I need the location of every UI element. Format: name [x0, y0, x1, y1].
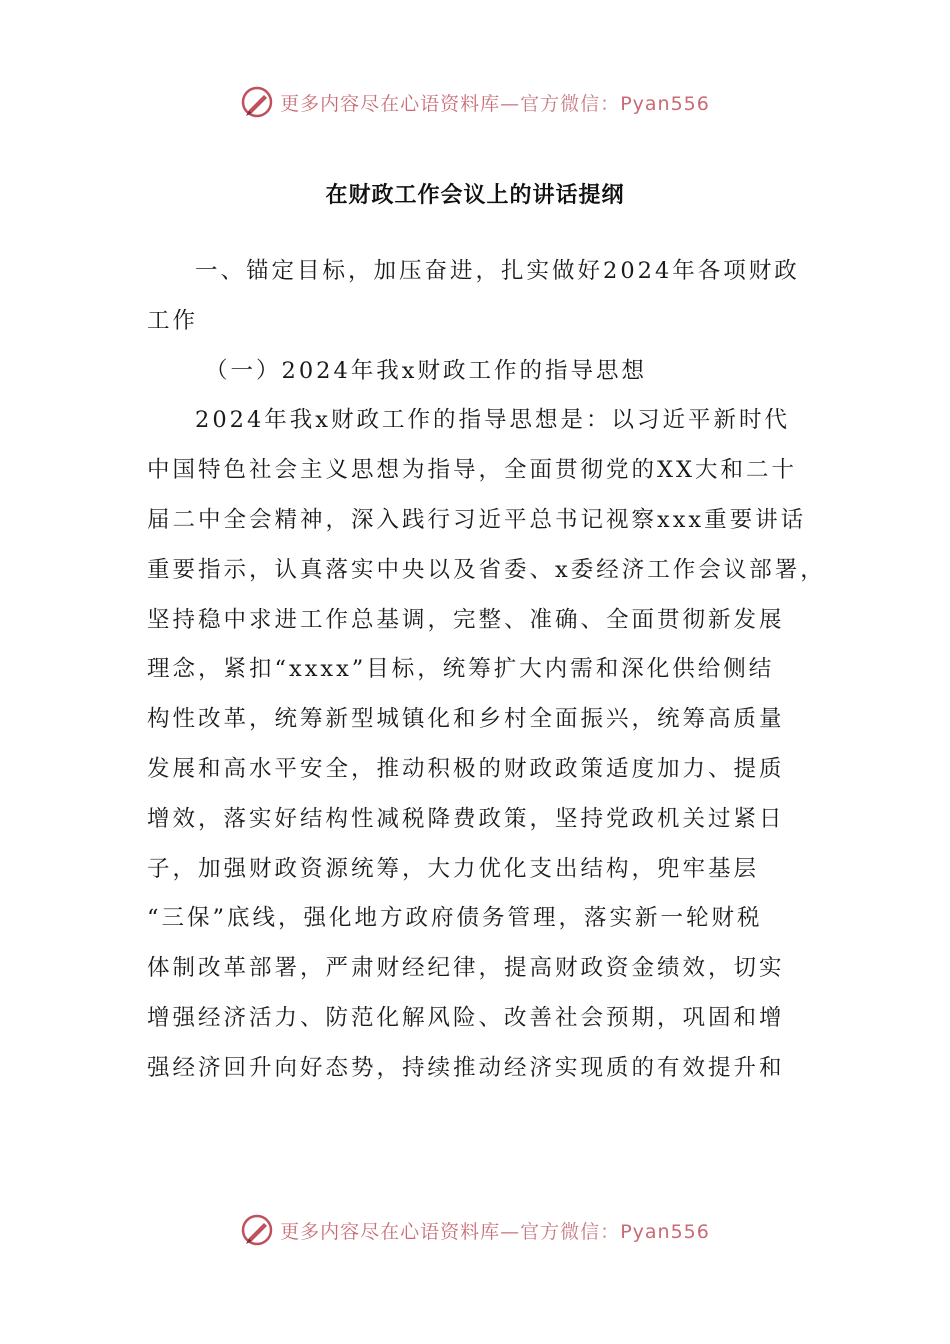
pen-logo-icon: [240, 85, 274, 119]
paragraph-line: 发展和高水平安全，推动积极的财政政策适度加力、提质: [147, 755, 785, 782]
paragraph-line: 中国特色社会主义思想为指导，全面贯彻党的XX大和二十: [147, 457, 798, 484]
document-body: [147, 247, 826, 1094]
watermark-wechat-label: 官方微信：: [520, 92, 621, 115]
subheading-1: （一）2024年我x财政工作的指导思想: [205, 357, 647, 384]
paragraph-line: 增强经济活力、防范化解风险、改善社会预期，巩固和增: [147, 1004, 785, 1031]
paragraph-line: 重要指示，认真落实中央以及省委、x委经济工作会议部署，: [147, 556, 826, 583]
paragraph-line: 2024年我x财政工作的指导思想是：以习近平新时代: [195, 407, 790, 434]
document-title: 在财政工作会议上的讲话提纲: [325, 183, 625, 208]
paragraph-line: 理念，紧扣“xxxx”目标，统筹扩大内需和深化供给侧结: [147, 656, 775, 683]
watermark-banner-top: [0, 82, 950, 122]
paragraph-line: 增效，落实好结构性减税降费政策，坚持党政机关过紧日: [147, 805, 785, 832]
heading-1: 一、锚定目标，加压奋进，扎实做好2024年各项财政: [195, 258, 800, 284]
paragraph-line: 体制改革部署，严肃财经纪律，提高财政资金绩效，切实: [147, 955, 785, 982]
watermark-wechat-id: Pyan556: [620, 1220, 710, 1243]
watermark-dash: —: [500, 92, 521, 115]
paragraph-line: 坚持稳中求进工作总基调，完整、准确、全面贯彻新发展: [147, 606, 785, 633]
watermark-brand: 更多内容尽在心语资料库: [280, 1220, 501, 1243]
paragraph-line: 届二中全会精神，深入践行习近平总书记视察xxx重要讲话: [147, 506, 807, 533]
paragraph-line: “三保”底线，强化地方政府债务管理，落实新一轮财税: [147, 905, 763, 932]
paragraph-line: 强经济回升向好态势，持续推动经济实现质的有效提升和: [147, 1054, 785, 1081]
watermark-wechat-label: 官方微信：: [520, 1220, 621, 1243]
watermark-text: [280, 89, 710, 116]
watermark-text: [280, 1217, 710, 1244]
watermark-brand: 更多内容尽在心语资料库: [280, 92, 501, 115]
heading-1-cont: 工作: [147, 307, 199, 334]
paragraph-line: 子，加强财政资源统筹，大力优化支出结构，兜牢基层: [147, 855, 760, 882]
watermark-banner-bottom: [0, 1210, 950, 1250]
paragraph-line: 构性改革，统筹新型城镇化和乡村全面振兴，统筹高质量: [147, 706, 785, 733]
watermark-wechat-id: Pyan556: [620, 92, 710, 115]
watermark-dash: —: [500, 1220, 521, 1243]
pen-logo-icon: [240, 1213, 274, 1247]
